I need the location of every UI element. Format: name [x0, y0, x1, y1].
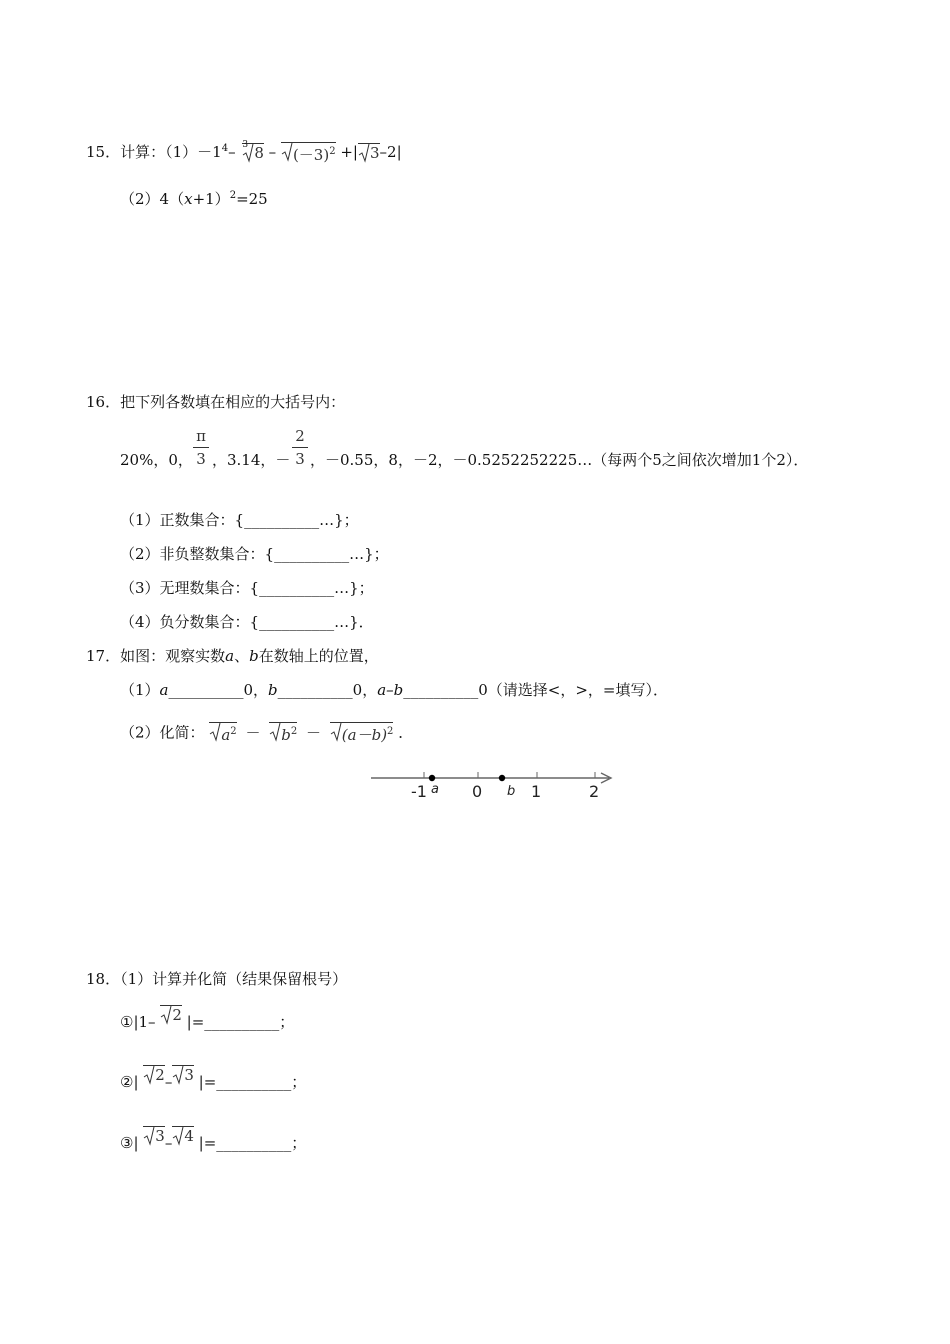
tick-label-0: 0: [472, 782, 483, 801]
q15-line1: 15．计算：$(1)-1^4-$ 3 8 – $(-3)^2$ +| 3–2|: [86, 139, 402, 165]
sqrt-a-squared: $a^2$: [209, 722, 236, 745]
radical-icon: [172, 1126, 184, 1146]
radical-icon: [209, 722, 221, 742]
radical-icon: [143, 1126, 155, 1146]
sqrt-3: 3: [143, 1126, 165, 1146]
q17-part1: （1）a__________0，b__________0，a–b__________0（请选择<，>，=填写）．: [120, 681, 668, 699]
sqrt-3: 3: [358, 143, 380, 163]
q18-item1: ①|1– 2 |=__________；: [120, 1006, 295, 1031]
set-irrational: （3）无理数集合：{__________…}；: [120, 579, 374, 597]
cube-root: 3 8: [242, 143, 264, 163]
set-nonneg-integer: （2）非负整数集合：{__________…}；: [120, 545, 389, 563]
cube-index: 3: [242, 140, 249, 150]
q17-part2: （2）化简： $a^2$ － $b^2$ － $(a-b)^2$ ．: [120, 723, 414, 744]
q18-item2: ②| 2– 3 |=__________；: [120, 1066, 307, 1091]
radical-icon: [172, 1065, 184, 1085]
sqrt-neg3-squared: $(-3)^2$: [281, 142, 336, 165]
radical-icon: [358, 143, 370, 163]
radical-icon: [160, 1005, 172, 1025]
q15-part2: $(2)4(x+1)^2=25$: [120, 190, 268, 208]
point-b: [499, 775, 505, 781]
sqrt-2: 2: [143, 1065, 165, 1085]
point-label-a: a: [431, 782, 439, 797]
sqrt-b-squared: $b^2$: [269, 722, 297, 745]
radical-icon: [143, 1065, 155, 1085]
point-a: [429, 775, 435, 781]
q15-exp4: 4: [221, 143, 229, 154]
point-label-b: b: [507, 784, 516, 799]
set-negative-fraction: （4）负分数集合：{__________…}．: [120, 613, 374, 631]
q16-prompt: 16．把下列各数填在相应的大括号内：: [86, 393, 346, 411]
sqrt-a-minus-b-squared: $(a-b)^2$: [330, 722, 394, 745]
q18-prompt: 18．（1）计算并化简（结果保留根号）: [86, 970, 348, 988]
fraction-2-over-3: 2 3: [292, 425, 308, 470]
q16-seg1: 20%，0，: [120, 451, 193, 469]
q15-lead: 计算：（1）－1: [120, 143, 222, 161]
q18-item3: ③| 3– 4 |=__________；: [120, 1127, 307, 1152]
sqrt-2: 2: [160, 1005, 182, 1025]
tick-label-minus1: -1: [411, 782, 427, 801]
q16-seg3: ，－0.55，8，－2，－0.5252252225…（每两个5之间依次增加1个2）．: [310, 451, 809, 469]
fraction-pi-over-3: π 3: [193, 425, 209, 470]
radical-icon: [269, 722, 281, 742]
radical-icon: [281, 142, 293, 162]
q17-prompt: 17．如图：观察实数a、b在数轴上的位置，: [86, 647, 379, 665]
sqrt-3: 3: [172, 1065, 194, 1085]
radical-icon: [242, 143, 254, 163]
set-positive: （1）正数集合：{__________…}；: [120, 511, 359, 529]
q15-number: 15．: [86, 143, 121, 161]
tick-label-1: 1: [531, 782, 542, 801]
number-line: [365, 764, 625, 804]
tick-label-2: 2: [589, 782, 600, 801]
sqrt-4: 4: [172, 1126, 194, 1146]
radical-icon: [330, 722, 342, 742]
q16-seg2: ，3.14，－: [212, 451, 291, 469]
